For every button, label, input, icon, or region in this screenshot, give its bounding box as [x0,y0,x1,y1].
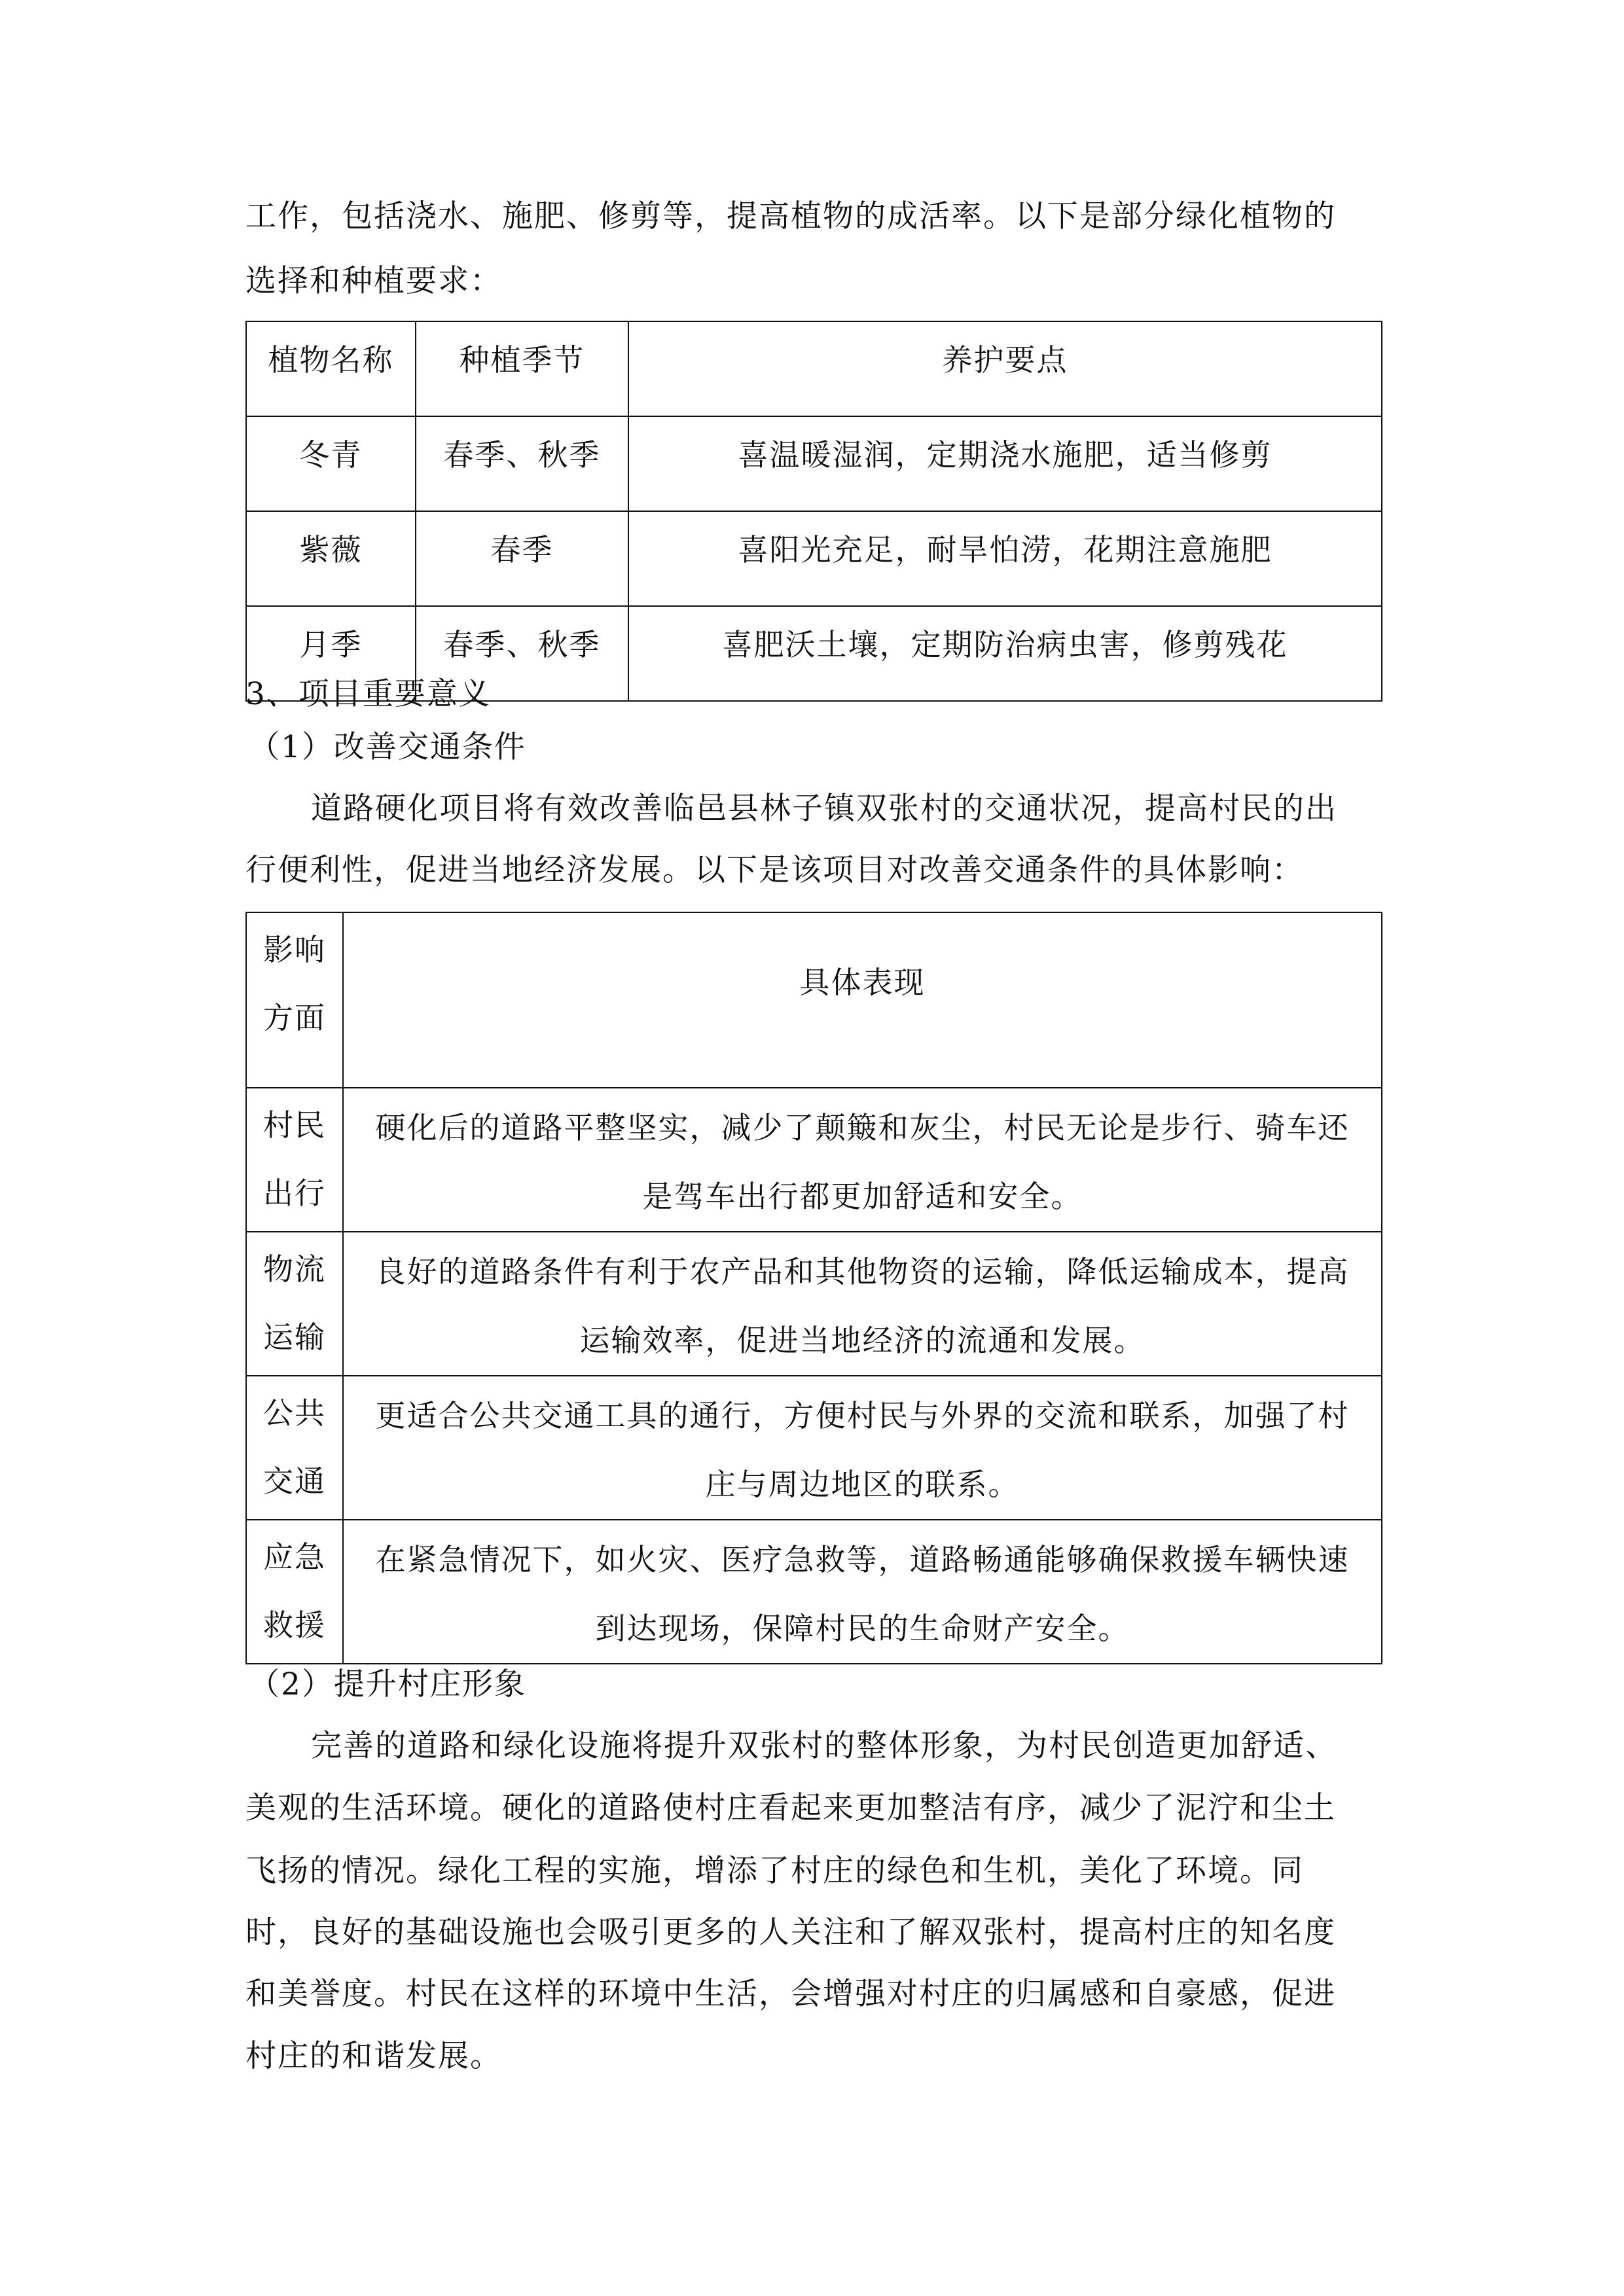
paragraph-line: 美观的生活环境。硬化的道路使村庄看起来更加整洁有序，减少了泥泞和尘土 [245,1790,1336,1826]
aspect-line-2: 交通 [263,1463,326,1499]
table-row [246,416,1382,511]
impact-description [343,1376,1382,1520]
plant-care: 喜肥沃土壤，定期防治病虫害，修剪残花 [628,606,1382,701]
description-line-2: 运输效率，促进当地经济的流通和发展。 [579,1323,1146,1358]
description-line-1: 硬化后的道路平整坚实，减少了颠簸和灰尘，村民无论是步行、骑车还 [375,1110,1350,1145]
impact-aspect [246,1232,343,1376]
paragraph-line: 和美誉度。村民在这样的环境中生活，会增强对村庄的归属感和自豪感，促进 [245,1976,1336,2012]
table-row [246,1232,1382,1376]
description-line-1: 在紧急情况下，如火灾、医疗急救等，道路畅通能够确保救援车辆快速 [375,1542,1350,1577]
header-care-points: 养护要点 [628,321,1382,416]
table-row [246,511,1382,606]
table-row [246,1520,1382,1664]
intro-line-1: 工作，包括浇水、施肥、修剪等，提高植物的成活率。以下是部分绿化植物的 [245,198,1336,234]
plant-season: 春季、秋季 [416,606,628,701]
paragraph-line: 时，良好的基础设施也会吸引更多的人关注和了解双张村，提高村庄的知名度 [245,1914,1336,1950]
plant-name: 紫薇 [246,511,416,606]
impact-aspect [246,1376,343,1520]
subsection-heading: （1）改善交通条件 [249,729,526,765]
aspect-line-2: 运输 [263,1319,326,1355]
plant-care: 喜阳光充足，耐旱怕涝，花期注意施肥 [628,511,1382,606]
aspect-line-2: 出行 [263,1175,326,1211]
aspect-line-1: 公共 [263,1395,326,1431]
impact-description [343,1520,1382,1664]
plant-season: 春季、秋季 [416,416,628,511]
aspect-line-2: 救援 [263,1607,326,1643]
plant-name: 月季 [246,606,416,701]
paragraph-line: 行便利性，促进当地经济发展。以下是该项目对改善交通条件的具体影响： [245,852,1304,888]
plant-care: 喜温暖湿润，定期浇水施肥，适当修剪 [628,416,1382,511]
paragraph-line: 道路硬化项目将有效改善临邑县林子镇双张村的交通状况，提高村民的出 [311,791,1337,827]
paragraph-line: 村庄的和谐发展。 [245,2038,502,2074]
impact-description [343,1232,1382,1376]
description-line-2: 到达现场，保障村民的生命财产安全。 [595,1611,1130,1646]
impact-aspect [246,1088,343,1232]
table-header-row [246,321,1382,416]
intro-line-2: 选择和种植要求： [245,263,502,299]
subsection-heading: （2）提升村庄形象 [249,1666,526,1702]
description-line-2: 庄与周边地区的联系。 [705,1467,1020,1502]
aspect-line-1: 村民 [263,1107,326,1143]
header-aspect-line-1: 影响 [263,932,326,967]
description-line-1: 更适合公共交通工具的通行，方便村民与外界的交流和联系，加强了村 [375,1398,1350,1433]
description-line-2: 是驾车出行都更加舒适和安全。 [642,1179,1083,1214]
description-line-1: 良好的道路条件有利于农产品和其他物资的运输，降低运输成本，提高 [375,1254,1350,1289]
header-description: 具体表现 [343,912,1382,1088]
aspect-line-1: 应急 [263,1539,326,1575]
impact-description [343,1088,1382,1232]
paragraph-line: 完善的道路和绿化设施将提升双张村的整体形象，为村民创造更加舒适、 [311,1728,1337,1764]
impact-table [245,912,1382,1664]
impact-aspect [246,1520,343,1664]
plants-table [245,321,1382,702]
aspect-line-1: 物流 [263,1251,326,1287]
table-header-row [246,912,1382,1088]
paragraph-line: 飞扬的情况。绿化工程的实施，增添了村庄的绿色和生机，美化了环境。同 [245,1853,1304,1889]
plant-season: 春季 [416,511,628,606]
table-row [246,1376,1382,1520]
header-aspect [246,912,343,1088]
plant-name: 冬青 [246,416,416,511]
header-planting-season: 种植季节 [416,321,628,416]
table-row [246,1088,1382,1232]
section-heading: 3、项目重要意义 [245,676,491,712]
header-plant-name: 植物名称 [246,321,416,416]
header-aspect-line-2: 方面 [263,1000,326,1035]
